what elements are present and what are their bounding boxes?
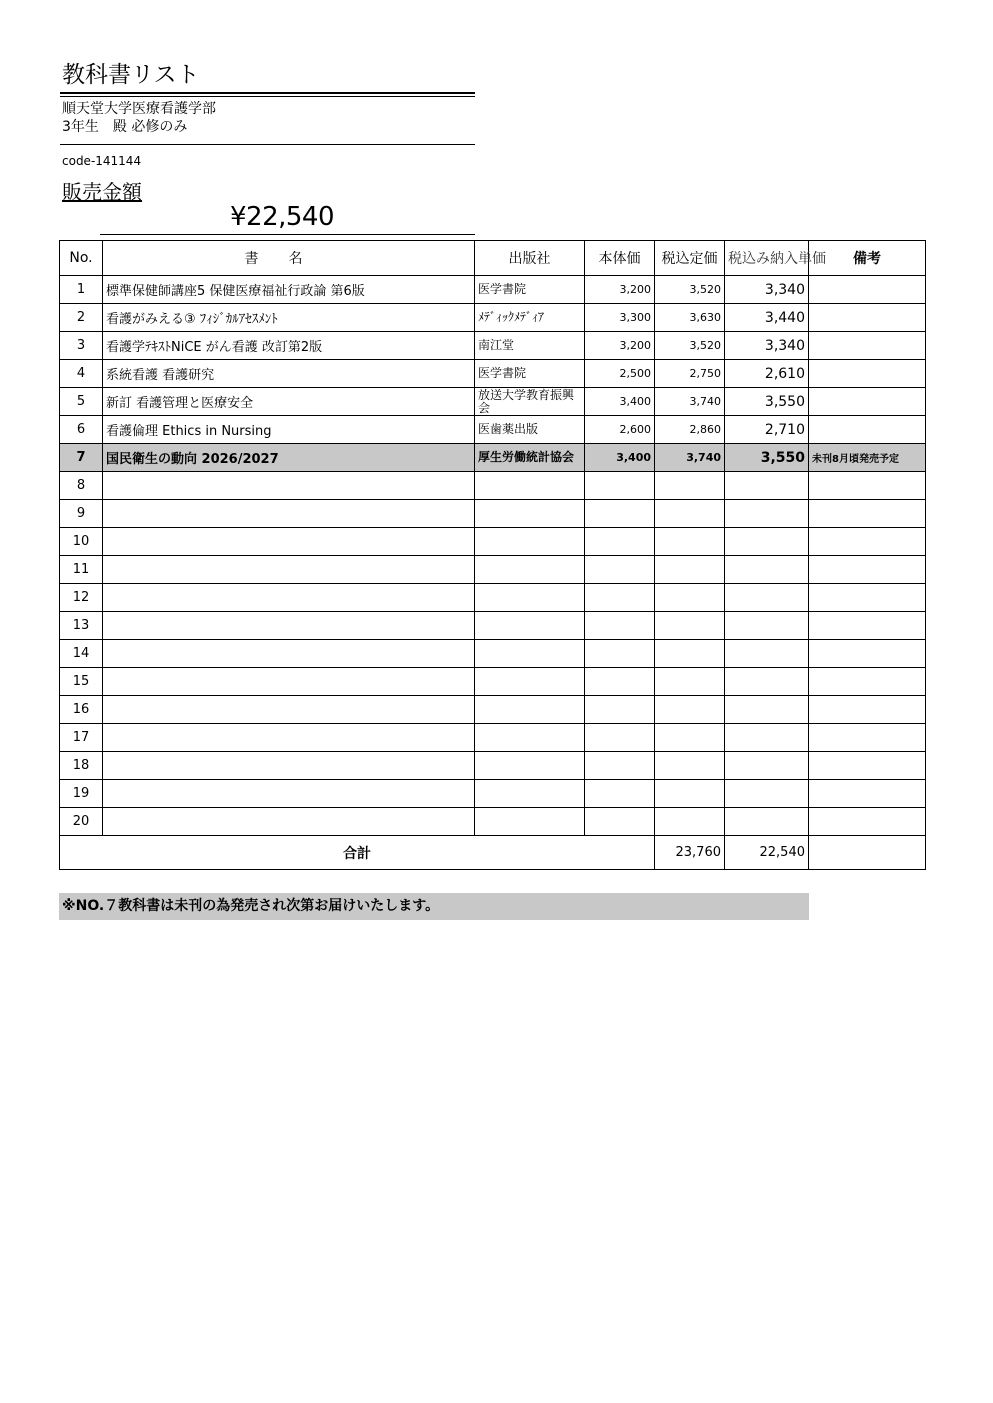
cell-tax-price xyxy=(655,612,725,640)
cell-title: 国民衛生の動向 2026/2027 xyxy=(103,444,475,472)
total-tax-price: 23,760 xyxy=(655,836,725,870)
cell-publisher: ﾒﾃﾞｨｯｸﾒﾃﾞｨｱ xyxy=(475,304,585,332)
cell-base-price xyxy=(585,500,655,528)
cell-base-price: 3,300 xyxy=(585,304,655,332)
cell-publisher xyxy=(475,612,585,640)
cell-tax-price: 3,520 xyxy=(655,276,725,304)
cell-no: 8 xyxy=(60,472,103,500)
table-row xyxy=(60,696,926,724)
recipient-divider xyxy=(60,144,475,145)
textbook-table xyxy=(59,240,926,870)
cell-base-price: 2,600 xyxy=(585,416,655,444)
header-title: 書名 xyxy=(103,241,475,276)
cell-notes xyxy=(809,472,926,500)
cell-no: 18 xyxy=(60,752,103,780)
cell-publisher xyxy=(475,472,585,500)
cell-publisher xyxy=(475,500,585,528)
cell-title: 看護倫理 Ethics in Nursing xyxy=(103,416,475,444)
cell-publisher xyxy=(475,724,585,752)
cell-no: 16 xyxy=(60,696,103,724)
cell-no: 5 xyxy=(60,388,103,416)
cell-notes xyxy=(809,360,926,388)
cell-unit-price xyxy=(725,668,809,696)
table-body xyxy=(60,276,926,836)
cell-no: 7 xyxy=(60,444,103,472)
cell-tax-price xyxy=(655,668,725,696)
table-row xyxy=(60,388,926,416)
cell-tax-price: 2,750 xyxy=(655,360,725,388)
cell-publisher xyxy=(475,640,585,668)
table-row xyxy=(60,612,926,640)
cell-no: 6 xyxy=(60,416,103,444)
cell-base-price xyxy=(585,668,655,696)
cell-notes xyxy=(809,724,926,752)
footnote: ※NO.７教科書は未刊の為発売され次第お届けいたします。 xyxy=(59,893,809,920)
cell-notes xyxy=(809,416,926,444)
cell-no: 12 xyxy=(60,584,103,612)
cell-tax-price xyxy=(655,724,725,752)
cell-unit-price xyxy=(725,556,809,584)
cell-notes: 未刊8月頃発売予定 xyxy=(809,444,926,472)
cell-notes xyxy=(809,780,926,808)
cell-title: 新訂 看護管理と医療安全 xyxy=(103,388,475,416)
cell-unit-price xyxy=(725,500,809,528)
sales-amount-value: ¥22,540 xyxy=(230,202,335,232)
cell-title xyxy=(103,472,475,500)
cell-tax-price xyxy=(655,472,725,500)
cell-title xyxy=(103,808,475,836)
cell-base-price: 3,400 xyxy=(585,444,655,472)
cell-notes xyxy=(809,752,926,780)
cell-base-price xyxy=(585,724,655,752)
cell-unit-price xyxy=(725,808,809,836)
cell-title: 系統看護 看護研究 xyxy=(103,360,475,388)
cell-notes xyxy=(809,556,926,584)
cell-unit-price xyxy=(725,612,809,640)
cell-tax-price: 3,740 xyxy=(655,444,725,472)
total-unit-price: 22,540 xyxy=(725,836,809,870)
sales-amount-underline xyxy=(100,234,475,235)
table-row xyxy=(60,360,926,388)
cell-publisher xyxy=(475,780,585,808)
table-row xyxy=(60,416,926,444)
cell-notes xyxy=(809,612,926,640)
cell-base-price: 2,500 xyxy=(585,360,655,388)
cell-publisher xyxy=(475,528,585,556)
recipient-block xyxy=(62,100,216,136)
cell-unit-price xyxy=(725,584,809,612)
cell-title xyxy=(103,696,475,724)
cell-no: 17 xyxy=(60,724,103,752)
cell-title: 看護がみえる③ ﾌｨｼﾞｶﾙｱｾｽﾒﾝﾄ xyxy=(103,304,475,332)
cell-unit-price xyxy=(725,640,809,668)
cell-no: 1 xyxy=(60,276,103,304)
cell-notes xyxy=(809,696,926,724)
header-unit-price: 税込み納入単価 xyxy=(725,241,809,276)
table-row xyxy=(60,780,926,808)
cell-unit-price xyxy=(725,696,809,724)
sales-amount-label: 販売金額 xyxy=(62,180,142,204)
cell-tax-price xyxy=(655,780,725,808)
cell-no: 15 xyxy=(60,668,103,696)
cell-title: 看護学ﾃｷｽﾄNiCE がん看護 改訂第2版 xyxy=(103,332,475,360)
table-row xyxy=(60,304,926,332)
cell-title xyxy=(103,528,475,556)
cell-no: 3 xyxy=(60,332,103,360)
cell-unit-price xyxy=(725,528,809,556)
total-notes xyxy=(809,836,926,870)
cell-publisher xyxy=(475,696,585,724)
cell-publisher xyxy=(475,668,585,696)
cell-tax-price xyxy=(655,808,725,836)
cell-tax-price xyxy=(655,500,725,528)
cell-no: 13 xyxy=(60,612,103,640)
cell-unit-price: 3,550 xyxy=(725,444,809,472)
cell-unit-price xyxy=(725,724,809,752)
table-row xyxy=(60,500,926,528)
title-underline-thin xyxy=(60,96,475,97)
cell-base-price xyxy=(585,780,655,808)
cell-unit-price xyxy=(725,472,809,500)
cell-publisher: 厚生労働統計協会 xyxy=(475,444,585,472)
cell-publisher xyxy=(475,556,585,584)
header-notes: 備考 xyxy=(809,241,926,276)
table-header-row xyxy=(60,241,926,276)
cell-no: 2 xyxy=(60,304,103,332)
table-row xyxy=(60,668,926,696)
cell-title xyxy=(103,612,475,640)
cell-title xyxy=(103,640,475,668)
table-row xyxy=(60,444,926,472)
table-row xyxy=(60,724,926,752)
title-underline xyxy=(60,92,475,94)
cell-notes xyxy=(809,808,926,836)
cell-publisher xyxy=(475,808,585,836)
cell-tax-price xyxy=(655,640,725,668)
cell-publisher xyxy=(475,752,585,780)
cell-no: 4 xyxy=(60,360,103,388)
cell-publisher xyxy=(475,584,585,612)
cell-base-price xyxy=(585,808,655,836)
table-row xyxy=(60,528,926,556)
cell-no: 19 xyxy=(60,780,103,808)
cell-unit-price xyxy=(725,780,809,808)
cell-title xyxy=(103,724,475,752)
cell-base-price: 3,400 xyxy=(585,388,655,416)
cell-no: 14 xyxy=(60,640,103,668)
cell-title xyxy=(103,584,475,612)
cell-no: 10 xyxy=(60,528,103,556)
cell-unit-price: 3,440 xyxy=(725,304,809,332)
cell-title: 標準保健師講座5 保健医療福祉行政論 第6版 xyxy=(103,276,475,304)
cell-no: 11 xyxy=(60,556,103,584)
header-base-price: 本体価 xyxy=(585,241,655,276)
table-row xyxy=(60,752,926,780)
table-row xyxy=(60,556,926,584)
cell-no: 20 xyxy=(60,808,103,836)
table-row xyxy=(60,276,926,304)
cell-tax-price: 2,860 xyxy=(655,416,725,444)
cell-unit-price: 3,340 xyxy=(725,332,809,360)
cell-notes xyxy=(809,276,926,304)
cell-unit-price: 2,610 xyxy=(725,360,809,388)
cell-base-price xyxy=(585,696,655,724)
table-row xyxy=(60,332,926,360)
cell-base-price: 3,200 xyxy=(585,276,655,304)
cell-base-price xyxy=(585,584,655,612)
cell-base-price xyxy=(585,612,655,640)
cell-publisher: 放送大学教育振興会 xyxy=(475,388,585,416)
header-tax-price: 税込定価 xyxy=(655,241,725,276)
cell-unit-price: 3,550 xyxy=(725,388,809,416)
cell-unit-price: 3,340 xyxy=(725,276,809,304)
table-row xyxy=(60,808,926,836)
audience-line: 3年生 殿 必修のみ xyxy=(62,119,188,135)
cell-unit-price xyxy=(725,752,809,780)
document-title: 教科書リスト xyxy=(62,62,200,88)
cell-unit-price: 2,710 xyxy=(725,416,809,444)
cell-publisher: 医学書院 xyxy=(475,276,585,304)
cell-title xyxy=(103,752,475,780)
cell-title xyxy=(103,780,475,808)
cell-notes xyxy=(809,304,926,332)
document-code: code-141144 xyxy=(62,154,142,168)
header-no: No. xyxy=(60,241,103,276)
table-row xyxy=(60,640,926,668)
cell-notes xyxy=(809,332,926,360)
cell-base-price xyxy=(585,640,655,668)
total-label: 合計 xyxy=(60,836,655,870)
cell-publisher: 南江堂 xyxy=(475,332,585,360)
cell-notes xyxy=(809,528,926,556)
cell-notes xyxy=(809,668,926,696)
cell-tax-price xyxy=(655,528,725,556)
cell-title xyxy=(103,556,475,584)
cell-tax-price xyxy=(655,696,725,724)
cell-publisher: 医歯薬出版 xyxy=(475,416,585,444)
cell-tax-price: 3,520 xyxy=(655,332,725,360)
cell-base-price xyxy=(585,472,655,500)
cell-notes xyxy=(809,584,926,612)
cell-notes xyxy=(809,500,926,528)
school-name: 順天堂大学医療看護学部 xyxy=(62,101,216,117)
cell-no: 9 xyxy=(60,500,103,528)
cell-title xyxy=(103,500,475,528)
cell-tax-price xyxy=(655,584,725,612)
cell-notes xyxy=(809,388,926,416)
cell-tax-price xyxy=(655,752,725,780)
cell-tax-price: 3,630 xyxy=(655,304,725,332)
cell-notes xyxy=(809,640,926,668)
cell-base-price xyxy=(585,752,655,780)
cell-tax-price xyxy=(655,556,725,584)
cell-base-price xyxy=(585,556,655,584)
cell-base-price: 3,200 xyxy=(585,332,655,360)
total-row xyxy=(60,836,926,870)
cell-title xyxy=(103,668,475,696)
cell-publisher: 医学書院 xyxy=(475,360,585,388)
table-row xyxy=(60,472,926,500)
cell-tax-price: 3,740 xyxy=(655,388,725,416)
table-row xyxy=(60,584,926,612)
cell-base-price xyxy=(585,528,655,556)
header-publisher: 出版社 xyxy=(475,241,585,276)
